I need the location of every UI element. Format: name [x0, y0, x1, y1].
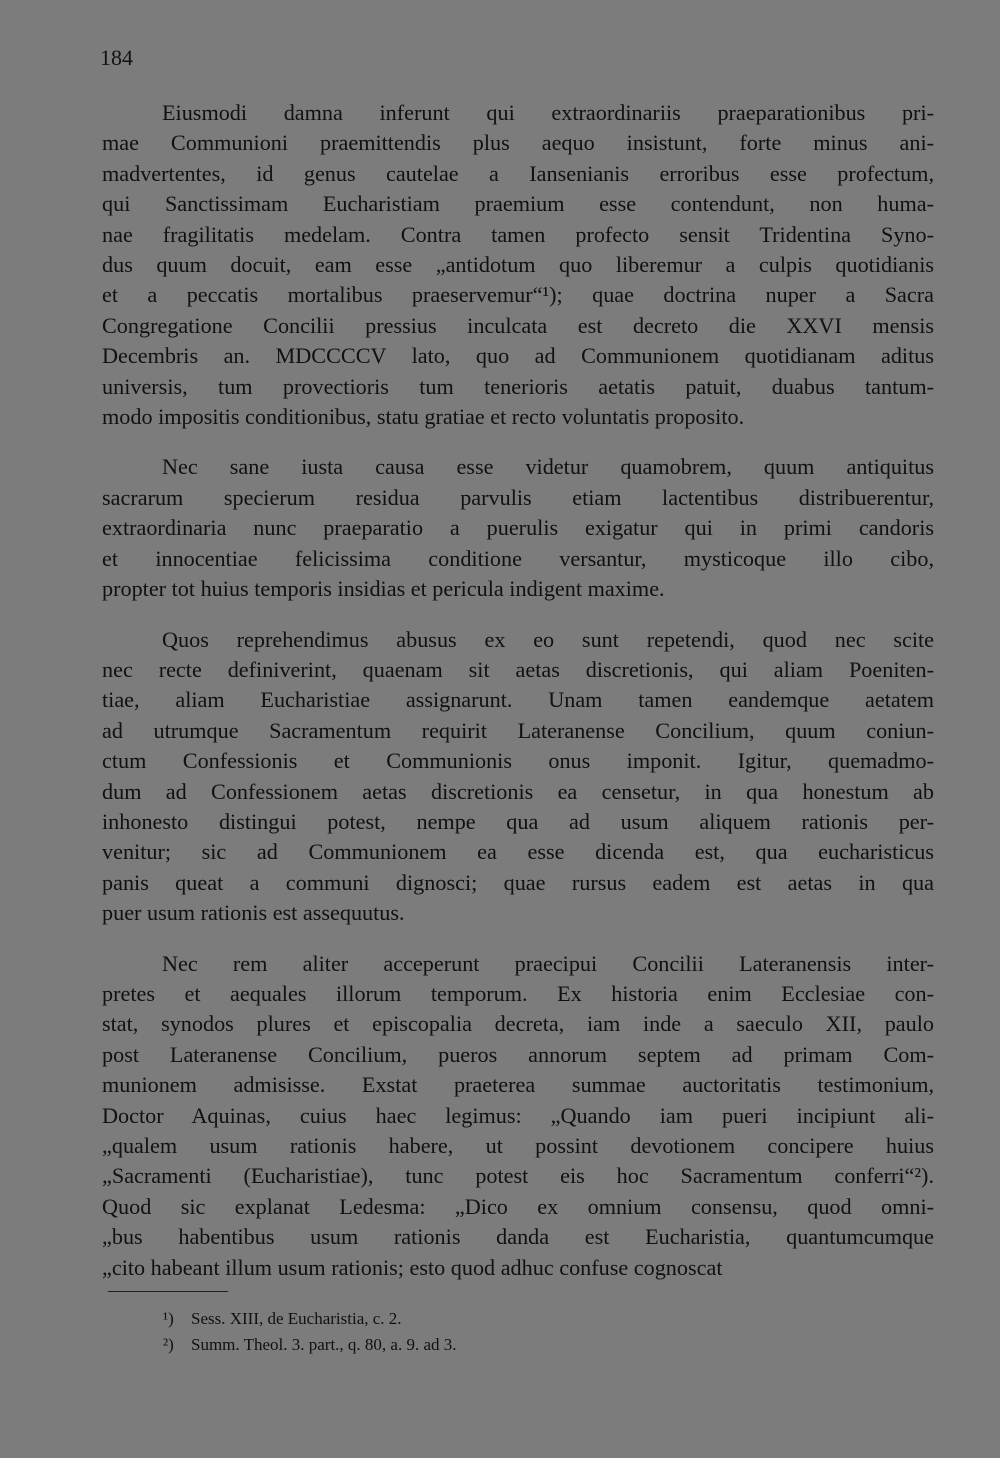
text-line: madvertentes, id genus cautelae a Iansenianis erroribus esse profectum, — [102, 160, 934, 186]
footnote — [163, 1332, 457, 1358]
footnote — [163, 1306, 457, 1332]
text-line: Quod sic explanat Ledesma: „Dico ex omnium consensu, quod omni- — [102, 1193, 934, 1219]
paragraph — [102, 98, 934, 432]
text-line: qui Sanctissimam Eucharistiam praemium esse contendunt, non huma- — [102, 191, 934, 217]
footnote-mark: ¹) — [163, 1309, 174, 1328]
text-line: Congregatione Concilii pressius inculcata est decreto die XXVI mensis — [102, 312, 934, 338]
text-line: dum ad Confessionem aetas discretionis ea censetur, in qua honestum ab — [102, 778, 934, 804]
text-line: propter tot huius temporis insidias et pericula indigent maxime. — [102, 576, 665, 602]
text-line: ctum Confessionis et Communionis onus imponit. Igitur, quemadmo- — [102, 748, 934, 774]
paragraph — [102, 625, 934, 929]
text-line: Decembris an. MDCCCCV lato, quo ad Communionem quotidianam aditus — [102, 343, 934, 369]
text-line: „bus habentibus usum rationis danda est Eucharistia, quantumcumque — [102, 1224, 934, 1250]
text-line: extraordinaria nunc praeparatio a puerulis exigatur qui in primi candoris — [102, 515, 934, 541]
text-line: nec recte definiverint, quaenam sit aetas discretionis, qui aliam Poeniten- — [102, 656, 934, 682]
text-line: dus quum docuit, eam esse „antidotum quo liberemur a culpis quotidianis — [102, 252, 934, 278]
text-line: nae fragilitatis medelam. Contra tamen profecto sensit Tridentina Syno- — [102, 221, 934, 247]
text-line: modo impositis conditionibus, statu gratiae et recto voluntatis proposito. — [102, 404, 745, 430]
text-line: universis, tum provectioris tum tenerioris aetatis patuit, duabus tantum- — [102, 373, 934, 399]
page-number: 184 — [100, 45, 133, 70]
text-line: „cito habeant illum usum rationis; esto quod adhuc confuse cognoscat — [102, 1254, 723, 1280]
text-line: puer usum rationis est assequutus. — [102, 900, 405, 926]
text-line: munionem admisisse. Exstat praeterea summae auctoritatis testimonium, — [102, 1072, 934, 1098]
body-text — [102, 98, 934, 1283]
text-line: „Sacramenti (Eucharistiae), tunc potest eis hoc Sacramentum conferri“²). — [102, 1163, 934, 1189]
paragraph — [102, 452, 934, 604]
text-line: inhonesto distingui potest, nempe qua ad usum aliquem rationis per- — [102, 808, 934, 834]
text-line: pretes et aequales illorum temporum. Ex historia enim Ecclesiae con- — [102, 980, 934, 1006]
text-line: et innocentiae felicissima conditione versantur, mysticoque illo cibo, — [102, 545, 934, 571]
text-line: Doctor Aquinas, cuius haec legimus: „Quando iam pueri incipiunt ali- — [102, 1102, 934, 1128]
text-line: venitur; sic ad Communionem ea esse dicenda est, qua eucharisticus — [102, 839, 934, 865]
text-line: panis queat a communi dignosci; quae rursus eadem est aetas in qua — [102, 869, 934, 895]
text-line: „qualem usum rationis habere, ut possint devotionem concipere huius — [102, 1133, 934, 1158]
text-line: tiae, aliam Eucharistiae assignarunt. Unam tamen eandemque aetatem — [102, 687, 934, 713]
text-line: post Lateranense Concilium, pueros annorum septem ad primam Com- — [102, 1041, 934, 1067]
footnote-text: Summ. Theol. 3. part., q. 80, a. 9. ad 3. — [191, 1335, 457, 1354]
text-line: sacrarum specierum residua parvulis etiam lactentibus distribuerentur, — [102, 484, 934, 510]
text-line: et a peccatis mortalibus praeservemur“¹); quae doctrina nuper a Sacra — [102, 282, 934, 308]
text-line: Eiusmodi damna inferunt qui extraordinariis praeparationibus pri- — [162, 100, 934, 125]
text-line: Nec rem aliter acceperunt praecipui Concilii Lateranensis inter- — [162, 950, 934, 976]
paragraph — [102, 949, 934, 1283]
text-line: Nec sane iusta causa esse videtur quamobrem, quum antiquitus — [162, 454, 934, 480]
footnote-mark: ²) — [163, 1335, 174, 1354]
text-line: mae Communioni praemittendis plus aequo insistunt, forte minus ani- — [102, 130, 934, 156]
text-line: ad utrumque Sacramentum requirit Lateranense Concilium, quum coniun- — [102, 717, 934, 743]
footnotes — [163, 1306, 457, 1358]
text-line: Quos reprehendimus abusus ex eo sunt repetendi, quod nec scite — [162, 626, 934, 652]
footnote-text: Sess. XIII, de Eucharistia, c. 2. — [191, 1309, 402, 1328]
footnote-rule — [108, 1291, 228, 1292]
text-line: stat, synodos plures et episcopalia decreta, iam inde a saeculo XII, paulo — [102, 1011, 934, 1037]
